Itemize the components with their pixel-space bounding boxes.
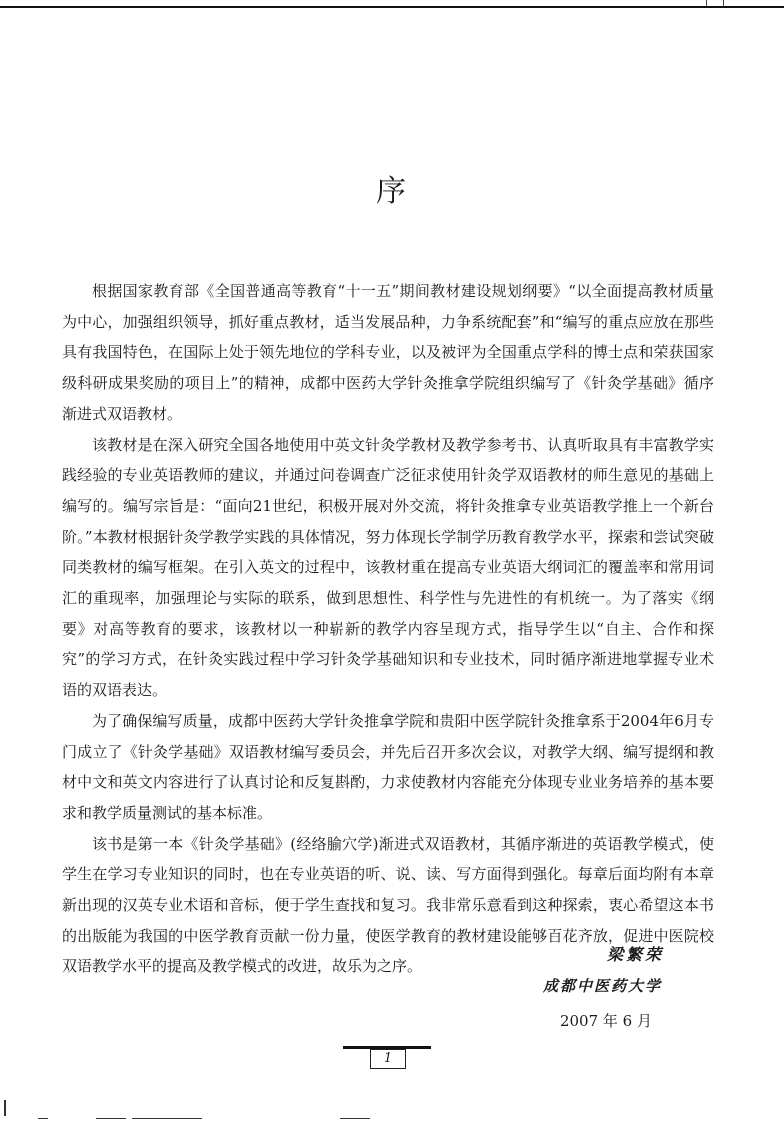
scan-artifact-left [4, 1100, 6, 1116]
page-number: 1 [370, 1049, 406, 1069]
paragraph-1: 根据国家教育部《全国普通高等教育“十一五”期间教材建设规划纲要》“以全面提高教材质量为中心，加强组织领导，抓好重点教材，适当发展品种，力争系统配套”和“编写的重点应放在那些具有我国特色，在国际上处于领先地位的学科专业，以及被评为全国重点学科的博士点和荣获国家级科研成果奖励的项目上”的精神，成都中医药大学针灸推拿学院组织编写了《针灸学基础》循序渐进式双语教材。 [62, 282, 714, 423]
scan-artifact-dash-4 [340, 1118, 370, 1119]
preface-body [62, 276, 714, 982]
paragraph-2: 该教材是在深入研究全国各地使用中英文针灸学教材及教学参考书、认真听取具有丰富教学实践经验的专业英语教师的建议，并通过问卷调查广泛征求使用针灸学双语教材的师生意见的基础上编写的。编写宗旨是：“面向21世纪，积极开展对外交流，将针灸推拿专业英语教学推上一个新台阶。”本教材根据针灸学教学实践的具体情况，努力体现长学制学历教育教学水平，探索和尝试突破同类教材的编写框架。在引入英文的过程中，该教材重在提高专业英语大纲词汇的覆盖率和常用词汇的重现率，加强理论与实际的联系，做到思想性、科学性与先进性的有机统一。为了落实《纲要》对高等教育的要求，该教材以一种崭新的教学内容呈现方式，指导学生以“自主、合作和探究”的学习方式，在针灸实践过程中学习针灸学基础知识和专业技术，同时循序渐进地掌握专业术语的双语表达。 [62, 435, 714, 700]
scan-artifact-dash-3 [132, 1118, 202, 1119]
scan-artifact-dash-1 [38, 1118, 48, 1119]
page-title: 序 [376, 174, 408, 209]
paragraph-3: 为了确保编写质量，成都中医药大学针灸推拿学院和贵阳中医学院针灸推拿系于2004年6月专门成立了《针灸学基础》双语教材编写委员会，并先后召开多次会议，对教学大纲、编写提纲和教材中文和英文内容进行了认真讨论和反复斟酌，力求使教材内容能充分体现专业业务培养的基本要求和教学质量测试的基本标准。 [62, 711, 714, 822]
top-corner-mark [706, 0, 724, 6]
paragraph-4: 该书是第一本《针灸学基础》(经络腧穴学)渐进式双语教材，其循序渐进的英语教学模式，使学生在学习专业知识的同时，也在专业英语的听、说、读、写方面得到强化。每章后面均附有本章新出现的汉英专业术语和音标，便于学生查找和复习。我非常乐意看到这种探索，衷心希望这本书的出版能为我国的中医学教育贡献一份力量，使医学教育的教材建设能够百花齐放，促进中医院校双语教学水平的提高及教学模式的改进，故乐为之序。 [62, 834, 714, 976]
scan-artifact-dash-2 [96, 1118, 126, 1119]
signature-date: 2007 年 6 月 [559, 1012, 652, 1030]
author-organization: 成都中医药大学 [542, 977, 662, 995]
author-signature: 梁繁荣 [606, 945, 664, 964]
top-border-rule [0, 6, 784, 8]
